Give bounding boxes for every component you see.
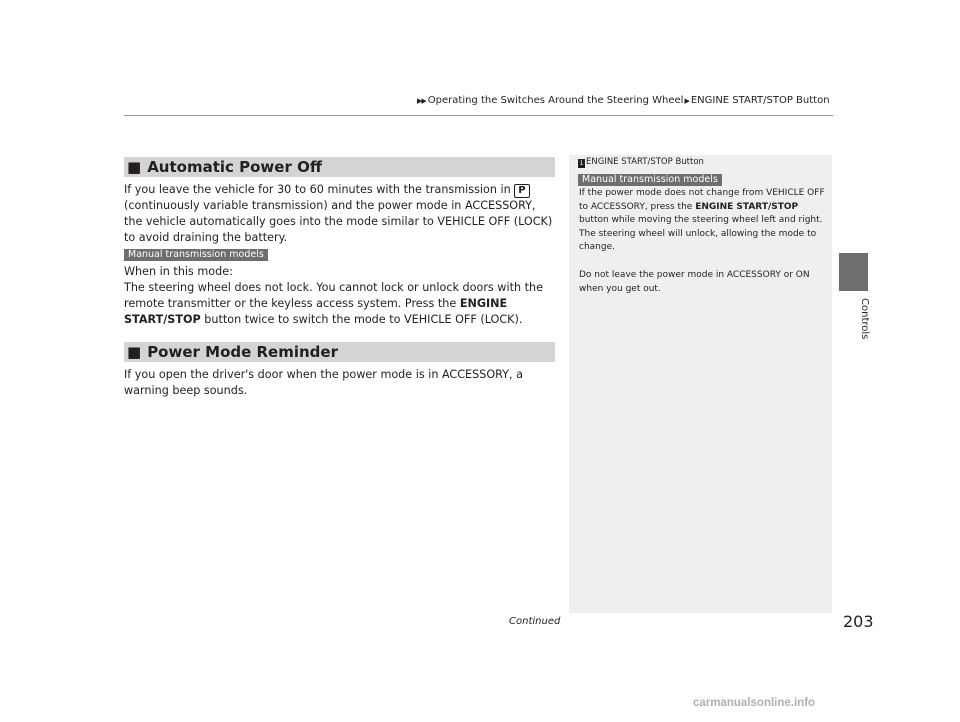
note-icon: 1 (579, 160, 584, 167)
breadcrumb-part2: ENGINE START/STOP Button (690, 95, 830, 106)
header-rule (124, 115, 833, 116)
double-arrow-icon: ▶▶ (417, 97, 426, 105)
breadcrumb-part1: Operating the Switches Around the Steering Wheel (427, 95, 684, 106)
park-key-icon: P (514, 184, 529, 198)
breadcrumb (417, 95, 830, 106)
section-title: Automatic Power Off (147, 158, 322, 176)
chapter-tab (839, 253, 868, 291)
sidebar-paragraph-1: If the power mode does not change from VEHICLE OFF to ACCESSORY, press the ENGINE START/STOP button while moving the steering wheel left and right. The steering wheel will unlock, allowing the mode to change. (579, 188, 825, 253)
section-heading-auto-off (124, 157, 555, 177)
square-marker-icon: ■ (127, 158, 142, 176)
square-marker-icon: ■ (127, 343, 142, 361)
auto-off-paragraph-2: When in this mode: The steering wheel does not lock. You cannot lock or unlock doors with the remote transmitter or the keyless access system. Press the ENGINE START/STOP button twice to switch the mode to VEHICLE OFF (LOCK). (124, 265, 543, 326)
page-number: 203 (843, 612, 874, 631)
sidebar-paragraph-2: Do not leave the power mode in ACCESSORY or ON when you get out. (579, 270, 810, 294)
sidebar-note-title: 1 ENGINE START/STOP Button (579, 157, 704, 167)
section-heading-reminder (124, 342, 555, 362)
arrow-icon: ▶ (684, 97, 689, 105)
continued-label: Continued (509, 616, 561, 627)
sidebar-manual-transmission-tag: Manual transmission models (578, 174, 722, 186)
chapter-tab-label: Controls (859, 298, 870, 340)
reminder-paragraph: If you open the driver's door when the power mode is in ACCESSORY, a warning beep sounds. (124, 368, 523, 397)
manual-transmission-tag: Manual transmission models (124, 249, 268, 261)
watermark: carmanualsonline.info (693, 697, 816, 709)
auto-off-paragraph-1: If you leave the vehicle for 30 to 60 minutes with the transmission in P (continuously variable transmission) and the power mode in ACCESSORY, the vehicle automatically goes into the mode similar to VEHICLE OFF (LOCK) to avoid draining the battery. (124, 183, 553, 244)
section-title: Power Mode Reminder (147, 343, 338, 361)
